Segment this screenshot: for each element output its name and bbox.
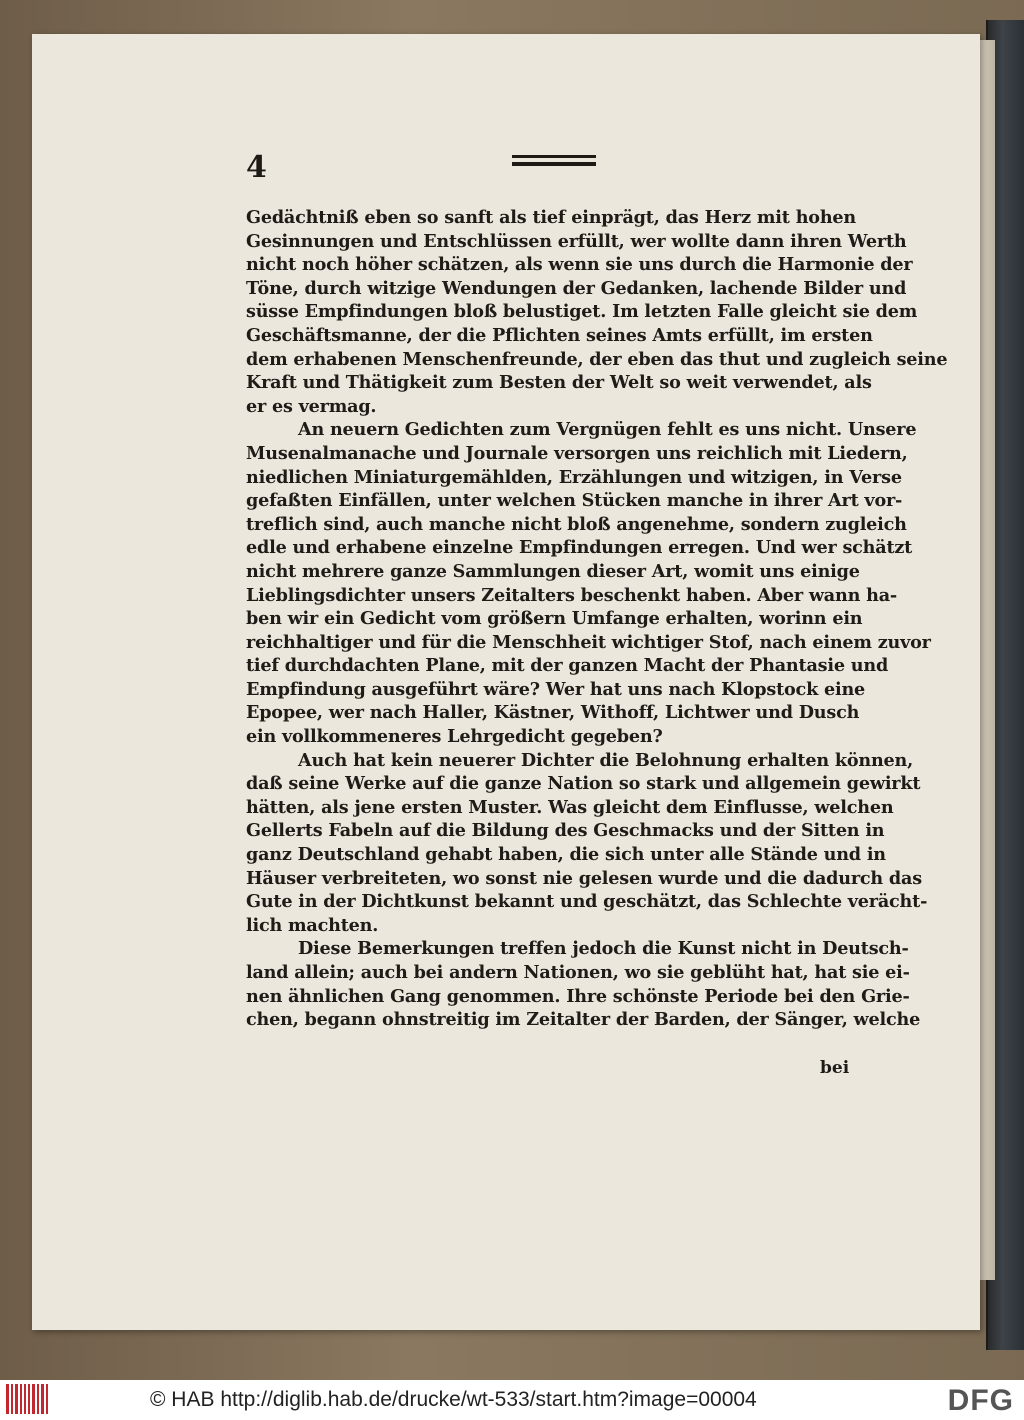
text-line: Töne, durch witzige Wendungen der Gedanken, lachende Bilder und (246, 277, 907, 299)
catchword: bei (820, 1058, 850, 1078)
text-line: Gellerts Fabeln auf die Bildung des Geschmacks und der Sitten in (246, 820, 885, 842)
text-line: edle und erhabene einzelne Empfindungen erregen. Und wer schätzt (246, 537, 913, 559)
body-text (246, 206, 948, 1032)
text-line: ben wir ein Gedicht vom größern Umfange erhalten, worinn ein (246, 608, 863, 630)
text-line: Empfindung ausgeführt wäre? Wer hat uns nach Klopstock eine (246, 678, 866, 700)
text-line: Gesinnungen und Entschlüssen erfüllt, wer wollte dann ihren Werth (246, 230, 907, 252)
text-line: er es vermag. (246, 395, 377, 417)
text-line: lich machten. (246, 914, 379, 936)
text-line: land allein; auch bei andern Nationen, wo sie geblüht hat, hat sie ei- (246, 962, 910, 983)
copyright-link[interactable]: © HAB http://diglib.hab.de/drucke/wt-533/start.htm?image=00004 (150, 1388, 757, 1411)
text-line: daß seine Werke auf die ganze Nation so stark und allgemein gewirkt (246, 773, 921, 795)
text-line: niedlichen Miniaturgemählden, Erzählungen und witzigen, in Verse (246, 466, 902, 488)
text-line: nicht mehrere ganze Sammlungen dieser Art, womit uns einige (246, 560, 860, 582)
text-line: chen, begann ohnstreitig im Zeitalter der Barden, der Sänger, welche (246, 1009, 921, 1031)
text-line: ein vollkommeneres Lehrgedicht gegeben? (246, 726, 663, 748)
text-line: dem erhabenen Menschenfreunde, der eben das thut und zugleich seine (246, 348, 948, 370)
text-line: nicht noch höher schätzen, als wenn sie uns durch die Harmonie der (246, 254, 913, 276)
text-line: nen ähnlichen Gang genommen. Ihre schönste Periode bei den Grie- (246, 985, 910, 1007)
page-number: 4 (246, 150, 267, 185)
text-line: Kraft und Thätigkeit zum Besten der Welt so weit verwendet, als (246, 372, 872, 394)
footer-bar (0, 1380, 1024, 1420)
barcode-icon (6, 1384, 48, 1414)
text-line: An neuern Gedichten zum Vergnügen fehlt es uns nicht. Unsere (298, 419, 917, 441)
text-line: treflich sind, auch manche nicht bloß angenehme, sondern zugleich (246, 513, 907, 535)
text-line: Epopee, wer nach Haller, Kästner, Withoff, Lichtwer und Dusch (246, 702, 860, 724)
text-line: ganz Deutschland gehabt haben, die sich unter alle Stände und in (246, 844, 886, 866)
text-line: Auch hat kein neuerer Dichter die Belohnung erhalten können, (298, 749, 914, 771)
text-line: Geschäftsmanne, der die Pflichten seines Amts erfüllt, im ersten (246, 324, 873, 346)
text-line: Lieblingsdichter unsers Zeitalters beschenkt haben. Aber wann ha- (246, 584, 898, 606)
text-line: Gute in der Dichtkunst bekannt und geschätzt, das Schlechte verächt- (246, 891, 928, 913)
dfg-logo: DFG (947, 1384, 1014, 1417)
text-line: hätten, als jene ersten Muster. Was gleicht dem Einflusse, welchen (246, 796, 894, 818)
text-line: gefaßten Einfällen, unter welchen Stücken manche in ihrer Art vor- (246, 490, 903, 512)
text-line: süsse Empfindungen bloß belustiget. Im letzten Falle gleicht sie dem (246, 301, 918, 323)
text-line: Diese Bemerkungen treffen jedoch die Kunst nicht in Deutsch- (298, 938, 909, 960)
header-ornament (512, 155, 596, 173)
text-line: Gedächtniß eben so sanft als tief einprägt, das Herz mit hohen (246, 207, 856, 228)
text-line: Musenalmanache und Journale versorgen uns reichlich mit Liedern, (246, 442, 908, 464)
text-line: Häuser verbreiteten, wo sonst nie gelesen wurde und die dadurch das (246, 867, 922, 889)
text-line: tief durchdachten Plane, mit der ganzen Macht der Phantasie und (246, 655, 889, 677)
text-line: reichhaltiger und für die Menschheit wichtiger Stof, nach einem zuvor (246, 631, 931, 653)
